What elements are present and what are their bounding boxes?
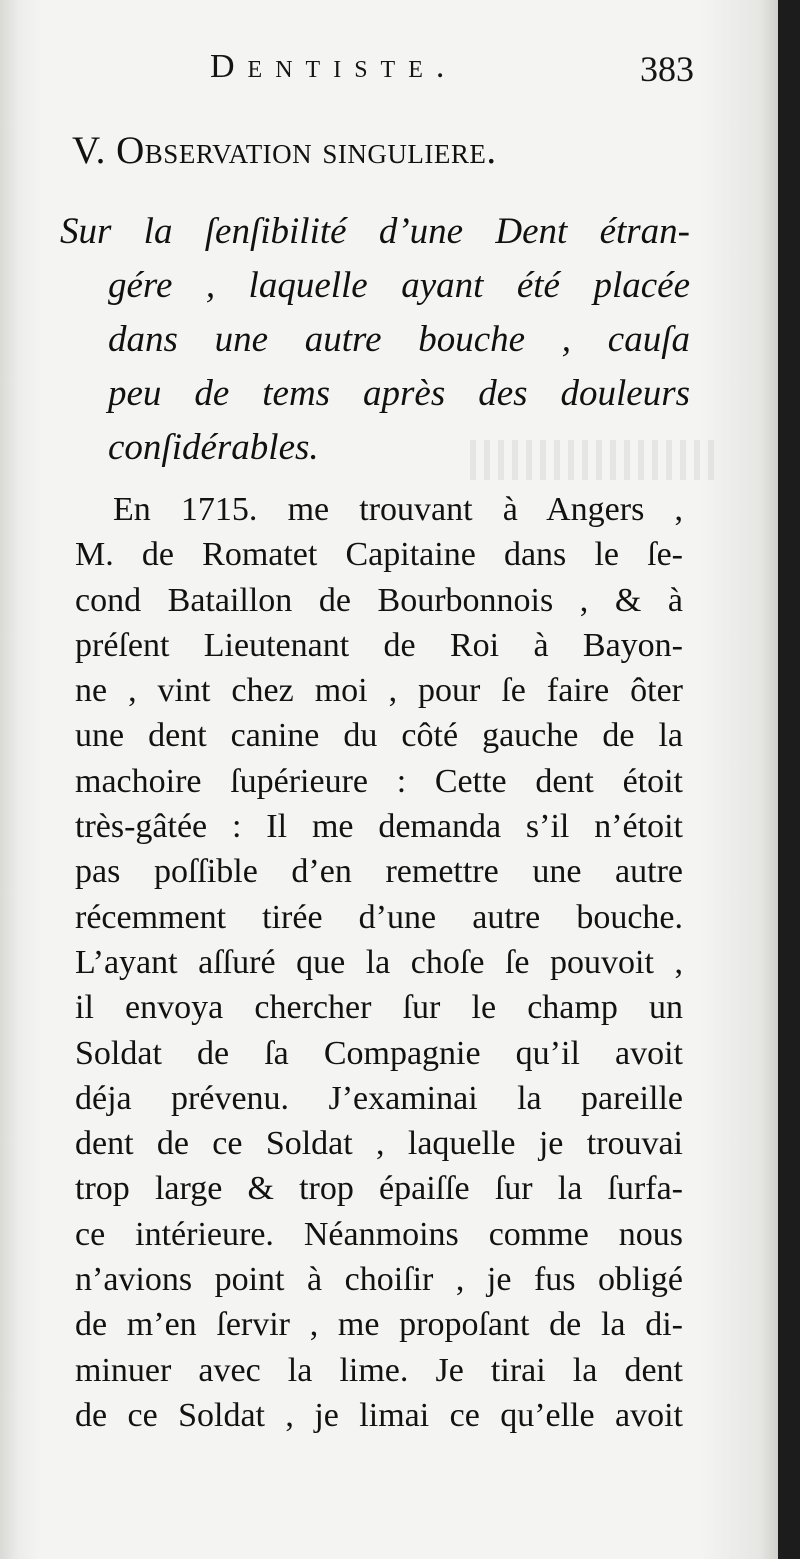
- body-line: déja prévenu. J’examinai la pareille: [75, 1079, 683, 1117]
- body-line: pas poſſible d’en remettre une autre: [75, 853, 683, 891]
- body-line: de ce Soldat , je limai ce qu’elle avoit: [75, 1396, 683, 1434]
- section-heading: V. Observation singuliere.: [72, 129, 497, 172]
- body-line: ce intérieure. Néanmoins comme nous: [75, 1215, 683, 1253]
- subtitle-line: Sur la ſenſibilité d’une Dent étran-: [60, 211, 690, 252]
- body-line: ne , vint chez moi , pour ſe faire ôter: [75, 672, 683, 710]
- body-line: En 1715. me trouvant à Angers ,: [113, 491, 683, 528]
- body-line: machoire ſupérieure : Cette dent étoit: [75, 762, 683, 800]
- body-line: très-gâtée : Il me demanda s’il n’étoit: [75, 808, 683, 846]
- body-line: M. de Romatet Capitaine dans le ſe-: [75, 536, 683, 574]
- page-edge: [778, 0, 800, 1559]
- page-number: 383: [640, 49, 694, 89]
- body-line: minuer avec la lime. Je tirai la dent: [75, 1351, 683, 1389]
- subtitle-line: gére , laquelle ayant été placée: [108, 265, 690, 306]
- subtitle-line: conſidérables.: [108, 427, 319, 468]
- body-paragraph: [75, 487, 683, 1438]
- body-line: de m’en ſervir , me propoſant de la di-: [75, 1306, 683, 1344]
- running-head: [60, 48, 700, 98]
- body-line: cond Bataillon de Bourbonnois , & à: [75, 581, 683, 619]
- body-line: dent de ce Soldat , laquelle je trouvai: [75, 1125, 683, 1163]
- body-line: n’avions point à choiſir , je fus obligé: [75, 1261, 683, 1299]
- subtitle-line: peu de tems après des douleurs: [108, 373, 690, 414]
- body-line: L’ayant aſſuré que la choſe ſe pouvoit ,: [75, 943, 683, 981]
- body-line: trop large & trop épaiſſe ſur la ſurfa-: [75, 1170, 683, 1208]
- body-line: il envoya chercher ſur le champ un: [75, 989, 683, 1027]
- body-line: Soldat de ſa Compagnie qu’il avoit: [75, 1034, 683, 1072]
- body-line: une dent canine du côté gauche de la: [75, 717, 683, 755]
- section-subtitle: [60, 205, 690, 475]
- subtitle-line: dans une autre bouche , cauſa: [108, 319, 690, 360]
- running-head-title: Dentiste.: [210, 48, 458, 85]
- body-line: préſent Lieutenant de Roi à Bayon-: [75, 626, 683, 664]
- body-line: récemment tirée d’une autre bouche.: [75, 898, 683, 936]
